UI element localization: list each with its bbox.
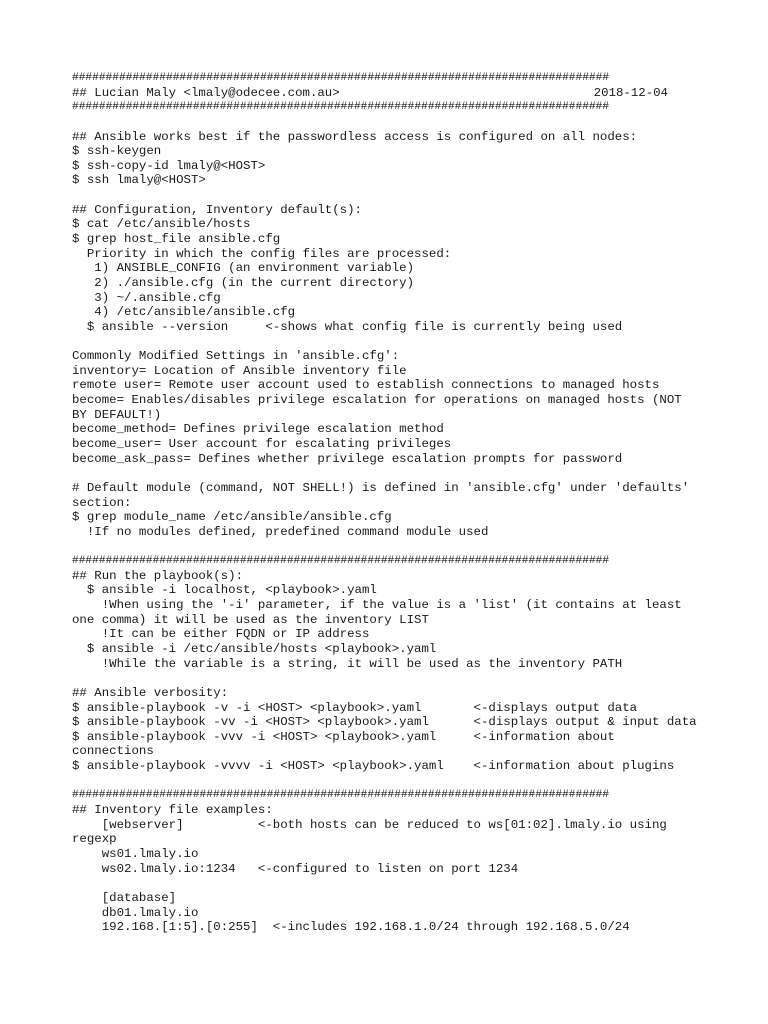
text-line: [webserver] <-both hosts can be reduced to ws[01:02].lmaly.io using	[72, 817, 667, 832]
text-line: ## Configuration, Inventory default(s):	[72, 202, 362, 217]
text-line: become_method= Defines privilege escalation method	[72, 422, 444, 437]
hash-rule: ################################################################################	[72, 72, 610, 84]
blank-line	[72, 335, 712, 350]
document-header	[72, 86, 668, 101]
text-line: 4) /etc/ansible/ansible.cfg	[72, 305, 296, 320]
blank-line	[72, 466, 712, 481]
text-line: $ grep module_name /etc/ansible/ansible.cfg	[72, 510, 392, 525]
hash-rule: ################################################################################	[72, 555, 610, 568]
text-line: $ cat /etc/ansible/hosts	[72, 217, 251, 232]
text-line: one comma) it will be used as the inventory LIST	[72, 612, 429, 627]
text-line: ## Inventory file examples:	[72, 803, 273, 818]
text-line: [database]	[72, 890, 177, 905]
blank-line	[72, 115, 712, 130]
text-line: ## Run the playbook(s):	[72, 568, 244, 583]
text-line: $ ansible --version <-shows what config file is currently being used	[72, 319, 623, 334]
text-line: $ ansible -i /etc/ansible/hosts <playbook>.yaml	[72, 641, 437, 656]
text-line: ## Ansible verbosity:	[72, 685, 229, 700]
text-line: 192.168.[1:5].[0:255] <-includes 192.168.1.0/24 through 192.168.5.0/24	[72, 920, 630, 935]
text-line: $ grep host_file ansible.cfg	[72, 232, 281, 247]
text-line: remote user= Remote user account used to establish connections to managed hosts	[72, 378, 660, 393]
text-line: Priority in which the config files are processed:	[72, 246, 452, 261]
text-line: $ ssh lmaly@<HOST>	[72, 173, 206, 188]
text-line: $ ansible-playbook -v -i <HOST> <playbook>.yaml <-displays output data	[72, 700, 638, 715]
blank-line	[72, 671, 712, 686]
text-line: db01.lmaly.io	[72, 905, 199, 920]
text-line: become_ask_pass= Defines whether privilege escalation prompts for password	[72, 451, 623, 466]
blank-line	[72, 540, 712, 555]
document-page	[72, 71, 712, 935]
text-line: become= Enables/disables privilege escalation for operations on managed hosts (NOT	[72, 393, 682, 408]
text-line: section:	[72, 495, 132, 510]
text-line: ## Ansible works best if the passwordless access is configured on all nodes:	[72, 129, 638, 144]
text-line: BY DEFAULT!)	[72, 407, 162, 422]
text-line: !While the variable is a string, it will be used as the inventory PATH	[72, 656, 623, 671]
text-line: $ ansible -i localhost, <playbook>.yaml	[72, 583, 377, 598]
text-line: become_user= User account for escalating privileges	[72, 437, 452, 452]
text-line: !If no modules defined, predefined command module used	[72, 524, 489, 539]
hash-rule: ################################################################################	[72, 789, 610, 802]
text-line: # Default module (command, NOT SHELL!) is defined in 'ansible.cfg' under 'defaults'	[72, 480, 690, 495]
text-line: connections	[72, 744, 154, 759]
text-line: ws02.lmaly.io:1234 <-configured to listen on port 1234	[72, 861, 519, 876]
text-line: !When using the '-i' parameter, if the value is a 'list' (it contains at least	[72, 598, 682, 613]
text-line: $ ssh-keygen	[72, 144, 162, 159]
author-line: ## Lucian Maly <lmaly@odecee.com.au>	[72, 85, 340, 100]
text-line: $ ansible-playbook -vvvv -i <HOST> <playbook>.yaml <-information about plugins	[72, 759, 675, 774]
blank-line	[72, 188, 712, 203]
text-line: inventory= Location of Ansible inventory file	[72, 363, 407, 378]
blank-line	[72, 876, 712, 891]
hash-rule: ################################################################################	[72, 101, 610, 114]
blank-line	[72, 774, 712, 789]
document-body	[72, 115, 712, 935]
text-line: !It can be either FQDN or IP address	[72, 627, 370, 642]
text-line: Commonly Modified Settings in 'ansible.cfg':	[72, 349, 400, 364]
text-line: $ ssh-copy-id lmaly@<HOST>	[72, 158, 266, 173]
text-line: ws01.lmaly.io	[72, 846, 199, 861]
text-line: 1) ANSIBLE_CONFIG (an environment variable)	[72, 261, 415, 276]
text-line: $ ansible-playbook -vvv -i <HOST> <playbook>.yaml <-information about	[72, 729, 615, 744]
text-line: $ ansible-playbook -vv -i <HOST> <playbook>.yaml <-displays output & input data	[72, 715, 697, 730]
text-line: 2) ./ansible.cfg (in the current directory)	[72, 275, 415, 290]
text-line: 3) ~/.ansible.cfg	[72, 290, 221, 305]
document-date: 2018-12-04	[593, 85, 668, 100]
text-line: regexp	[72, 832, 117, 847]
